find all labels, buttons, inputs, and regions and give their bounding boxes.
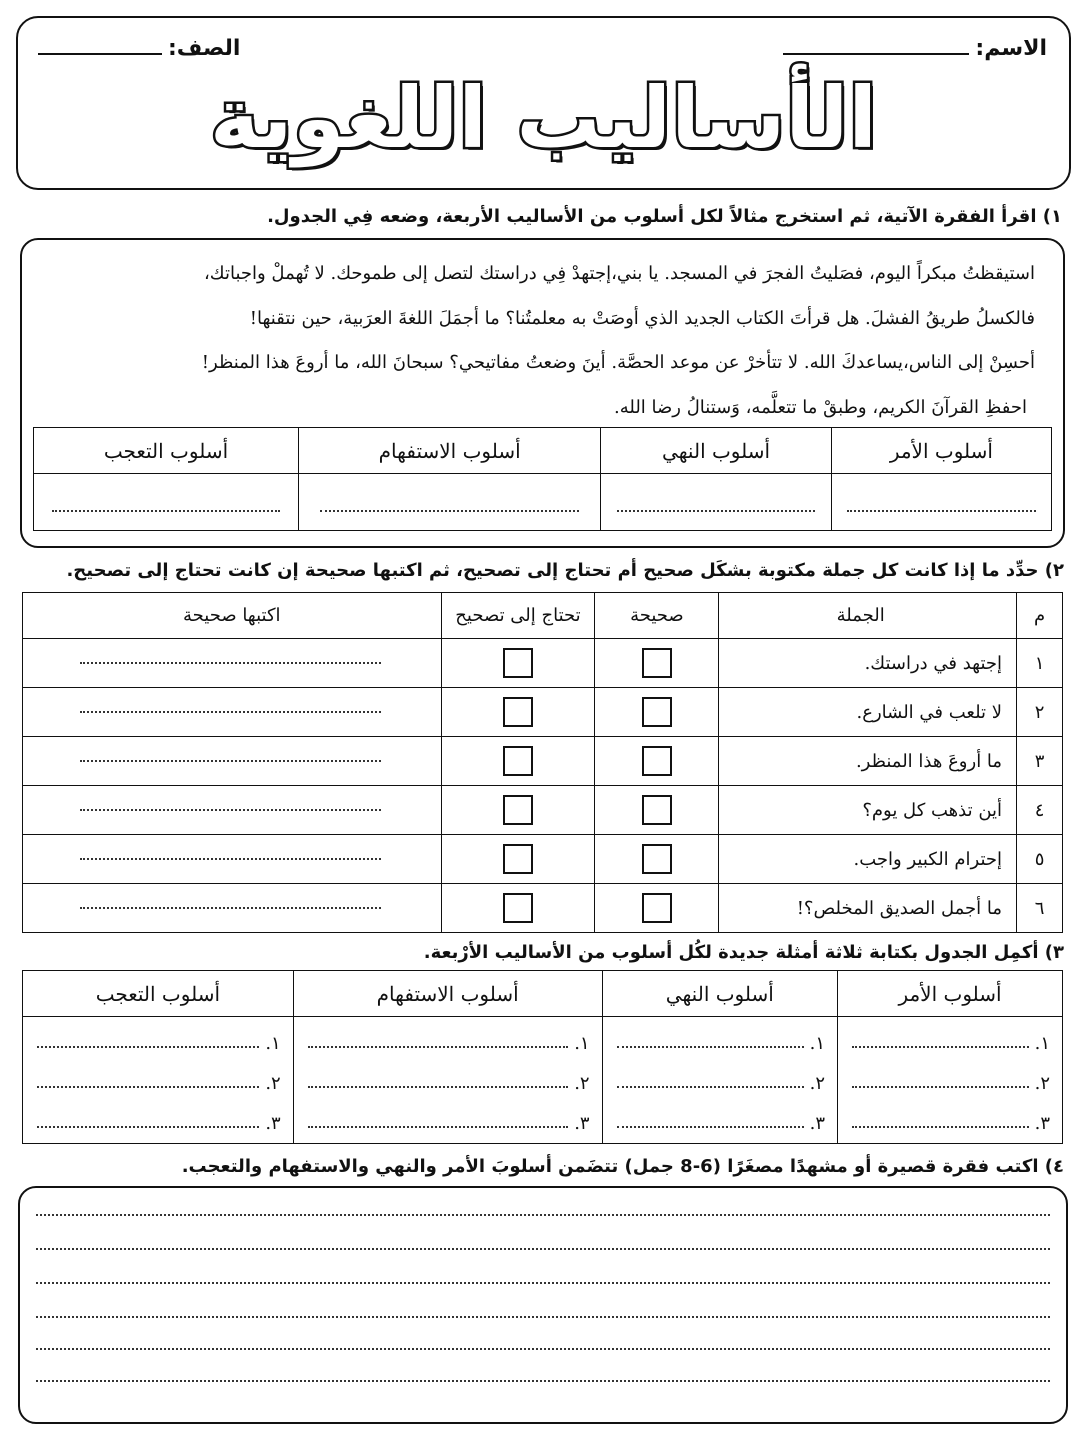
- write-correct-field[interactable]: [23, 786, 442, 835]
- row-number: ٤: [1017, 786, 1063, 835]
- name-line[interactable]: [783, 37, 969, 55]
- passage: [42, 252, 1035, 430]
- col-header-needs-correction: تحتاج إلى تصحيح: [441, 593, 595, 639]
- q2-table: [22, 592, 1063, 933]
- write-correct-field[interactable]: [23, 688, 442, 737]
- example-line[interactable]: ٣.: [852, 1103, 1050, 1143]
- q3-instruction: ٣) أكمِل الجدول بكتابة ثلاثة أمثلة جديدة لكُل أسلوب من الأساليب الأرْبعة.: [423, 942, 1064, 963]
- col-header-question: أسلوب الاستفهام: [298, 428, 600, 474]
- row-sentence: إجتهد في دراستك.: [719, 639, 1017, 688]
- examples-cell-prohibition: [602, 1017, 837, 1144]
- example-line[interactable]: ٣.: [617, 1103, 825, 1143]
- examples-cell-imperative: [838, 1017, 1063, 1144]
- col-header-correct: صحيحة: [595, 593, 719, 639]
- correct-checkbox[interactable]: [642, 795, 672, 825]
- example-line[interactable]: ٢.: [37, 1063, 281, 1103]
- col-header-imperative: أسلوب الأمر: [838, 971, 1063, 1017]
- col-header-prohibition: أسلوب النهي: [602, 971, 837, 1017]
- table-row: [23, 835, 1063, 884]
- class-field[interactable]: [38, 36, 240, 61]
- correct-checkbox[interactable]: [642, 746, 672, 776]
- col-header-question: أسلوب الاستفهام: [293, 971, 602, 1017]
- correct-checkbox[interactable]: [642, 648, 672, 678]
- class-line[interactable]: [38, 37, 162, 55]
- write-correct-field[interactable]: [23, 835, 442, 884]
- passage-line: فالكسلُ طريقُ الفشلَ. هل قرأتَ الكتاب الجديد الذي أوصَتْ به معلمتُنا؟ ما أجمَلَ اللغةَ العرَبية، حين نتقنها!: [249, 307, 1035, 329]
- table-row: [23, 884, 1063, 933]
- col-header-exclamation: أسلوب التعجب: [34, 428, 299, 474]
- writing-line[interactable]: [36, 1316, 1050, 1318]
- write-correct-field[interactable]: [23, 639, 442, 688]
- write-correct-field[interactable]: [23, 737, 442, 786]
- col-header-sentence: الجملة: [719, 593, 1017, 639]
- correct-checkbox[interactable]: [642, 893, 672, 923]
- example-line[interactable]: ٣.: [308, 1103, 590, 1143]
- example-line[interactable]: ١.: [617, 1023, 825, 1063]
- needs-correction-checkbox[interactable]: [503, 795, 533, 825]
- col-header-write-correct: اكتبها صحيحة: [23, 593, 442, 639]
- row-sentence: ما أروعَ هذا المنظر.: [719, 737, 1017, 786]
- example-line[interactable]: ٢.: [617, 1063, 825, 1103]
- row-sentence: لا تلعب في الشارع.: [719, 688, 1017, 737]
- needs-correction-checkbox[interactable]: [503, 893, 533, 923]
- needs-correction-checkbox[interactable]: [503, 746, 533, 776]
- row-number: ٥: [1017, 835, 1063, 884]
- col-header-imperative: أسلوب الأمر: [831, 428, 1051, 474]
- row-number: ١: [1017, 639, 1063, 688]
- answer-cell-imperative[interactable]: [831, 474, 1051, 531]
- q1-table: [33, 427, 1052, 531]
- examples-cell-exclamation: [23, 1017, 294, 1144]
- needs-correction-checkbox[interactable]: [503, 697, 533, 727]
- q1-instruction: ١) اقرأ الفقرة الآتية، ثم استخرج مثالاً لكل أسلوب من الأساليب الأربعة، وضعه فِي الجدول.: [267, 206, 1062, 227]
- example-line[interactable]: ٣.: [37, 1103, 281, 1143]
- example-line[interactable]: ١.: [37, 1023, 281, 1063]
- header-box: [16, 16, 1071, 190]
- q2-instruction: ٢) حدِّد ما إذا كانت كل جملة مكتوبة بشكَل صحيح أم تحتاج إلى تصحيح، ثم اكتبها صحيحة إن كانت تحتاج إلى تصحيح.: [66, 560, 1064, 581]
- table-row: [23, 688, 1063, 737]
- needs-correction-checkbox[interactable]: [503, 648, 533, 678]
- writing-line[interactable]: [36, 1282, 1050, 1284]
- passage-line: أحسِنْ إلى الناس،يساعدكَ الله. لا تتأخرْ عن موعد الحصَّة. أينَ وضعتُ مفاتيحي؟ سبحانَ الله، ما أروعَ هذا المنظر!: [201, 352, 1035, 373]
- name-label: الاسم:: [975, 36, 1047, 61]
- row-number: ٣: [1017, 737, 1063, 786]
- answer-cell-question[interactable]: [298, 474, 600, 531]
- row-sentence: ما أجمل الصديق المخلص؟!: [719, 884, 1017, 933]
- table-row: [23, 639, 1063, 688]
- passage-line: استيقظتُ مبكراً اليوم، فصَليتُ الفجرَ في المسجد. يا بني،إجتهدْ فِي دراستك لتصل إلى طموحك. لا تُهملْ واجباتك،: [203, 263, 1035, 284]
- example-line[interactable]: ١.: [852, 1023, 1050, 1063]
- row-number: ٦: [1017, 884, 1063, 933]
- writing-line[interactable]: [36, 1380, 1050, 1382]
- paragraph-answer-box[interactable]: [18, 1186, 1068, 1424]
- page-title: الأساليب اللغوية: [209, 69, 878, 167]
- write-correct-field[interactable]: [23, 884, 442, 933]
- table-row: [23, 786, 1063, 835]
- answer-cell-exclamation[interactable]: [34, 474, 299, 531]
- example-line[interactable]: ١.: [308, 1023, 590, 1063]
- class-label: الصف:: [168, 36, 241, 61]
- example-line[interactable]: ٢.: [308, 1063, 590, 1103]
- q4-instruction: ٤) اكتب فقرة قصيرة أو مشهدًا مصغَرًا (6-8 جمل) تتضَمن أسلوبَ الأمر والنهي والاستفهام والتعجب.: [181, 1156, 1064, 1177]
- col-header-prohibition: أسلوب النهي: [601, 428, 831, 474]
- correct-checkbox[interactable]: [642, 697, 672, 727]
- writing-line[interactable]: [36, 1214, 1050, 1216]
- q3-table: [22, 970, 1063, 1144]
- row-sentence: أين تذهب كل يوم؟: [719, 786, 1017, 835]
- row-sentence: إحترام الكبير واجب.: [719, 835, 1017, 884]
- examples-cell-question: [293, 1017, 602, 1144]
- table-row: [23, 737, 1063, 786]
- correct-checkbox[interactable]: [642, 844, 672, 874]
- col-header-num: م: [1017, 593, 1063, 639]
- writing-line[interactable]: [36, 1248, 1050, 1250]
- row-number: ٢: [1017, 688, 1063, 737]
- example-line[interactable]: ٢.: [852, 1063, 1050, 1103]
- needs-correction-checkbox[interactable]: [503, 844, 533, 874]
- writing-line[interactable]: [36, 1348, 1050, 1350]
- name-field[interactable]: [783, 36, 1047, 61]
- col-header-exclamation: أسلوب التعجب: [23, 971, 294, 1017]
- answer-cell-prohibition[interactable]: [601, 474, 831, 531]
- passage-line: احفظِ القرآنَ الكريم، وطبقْ ما تتعلَّمه، وَستنالُ رضا الله.: [613, 396, 1027, 418]
